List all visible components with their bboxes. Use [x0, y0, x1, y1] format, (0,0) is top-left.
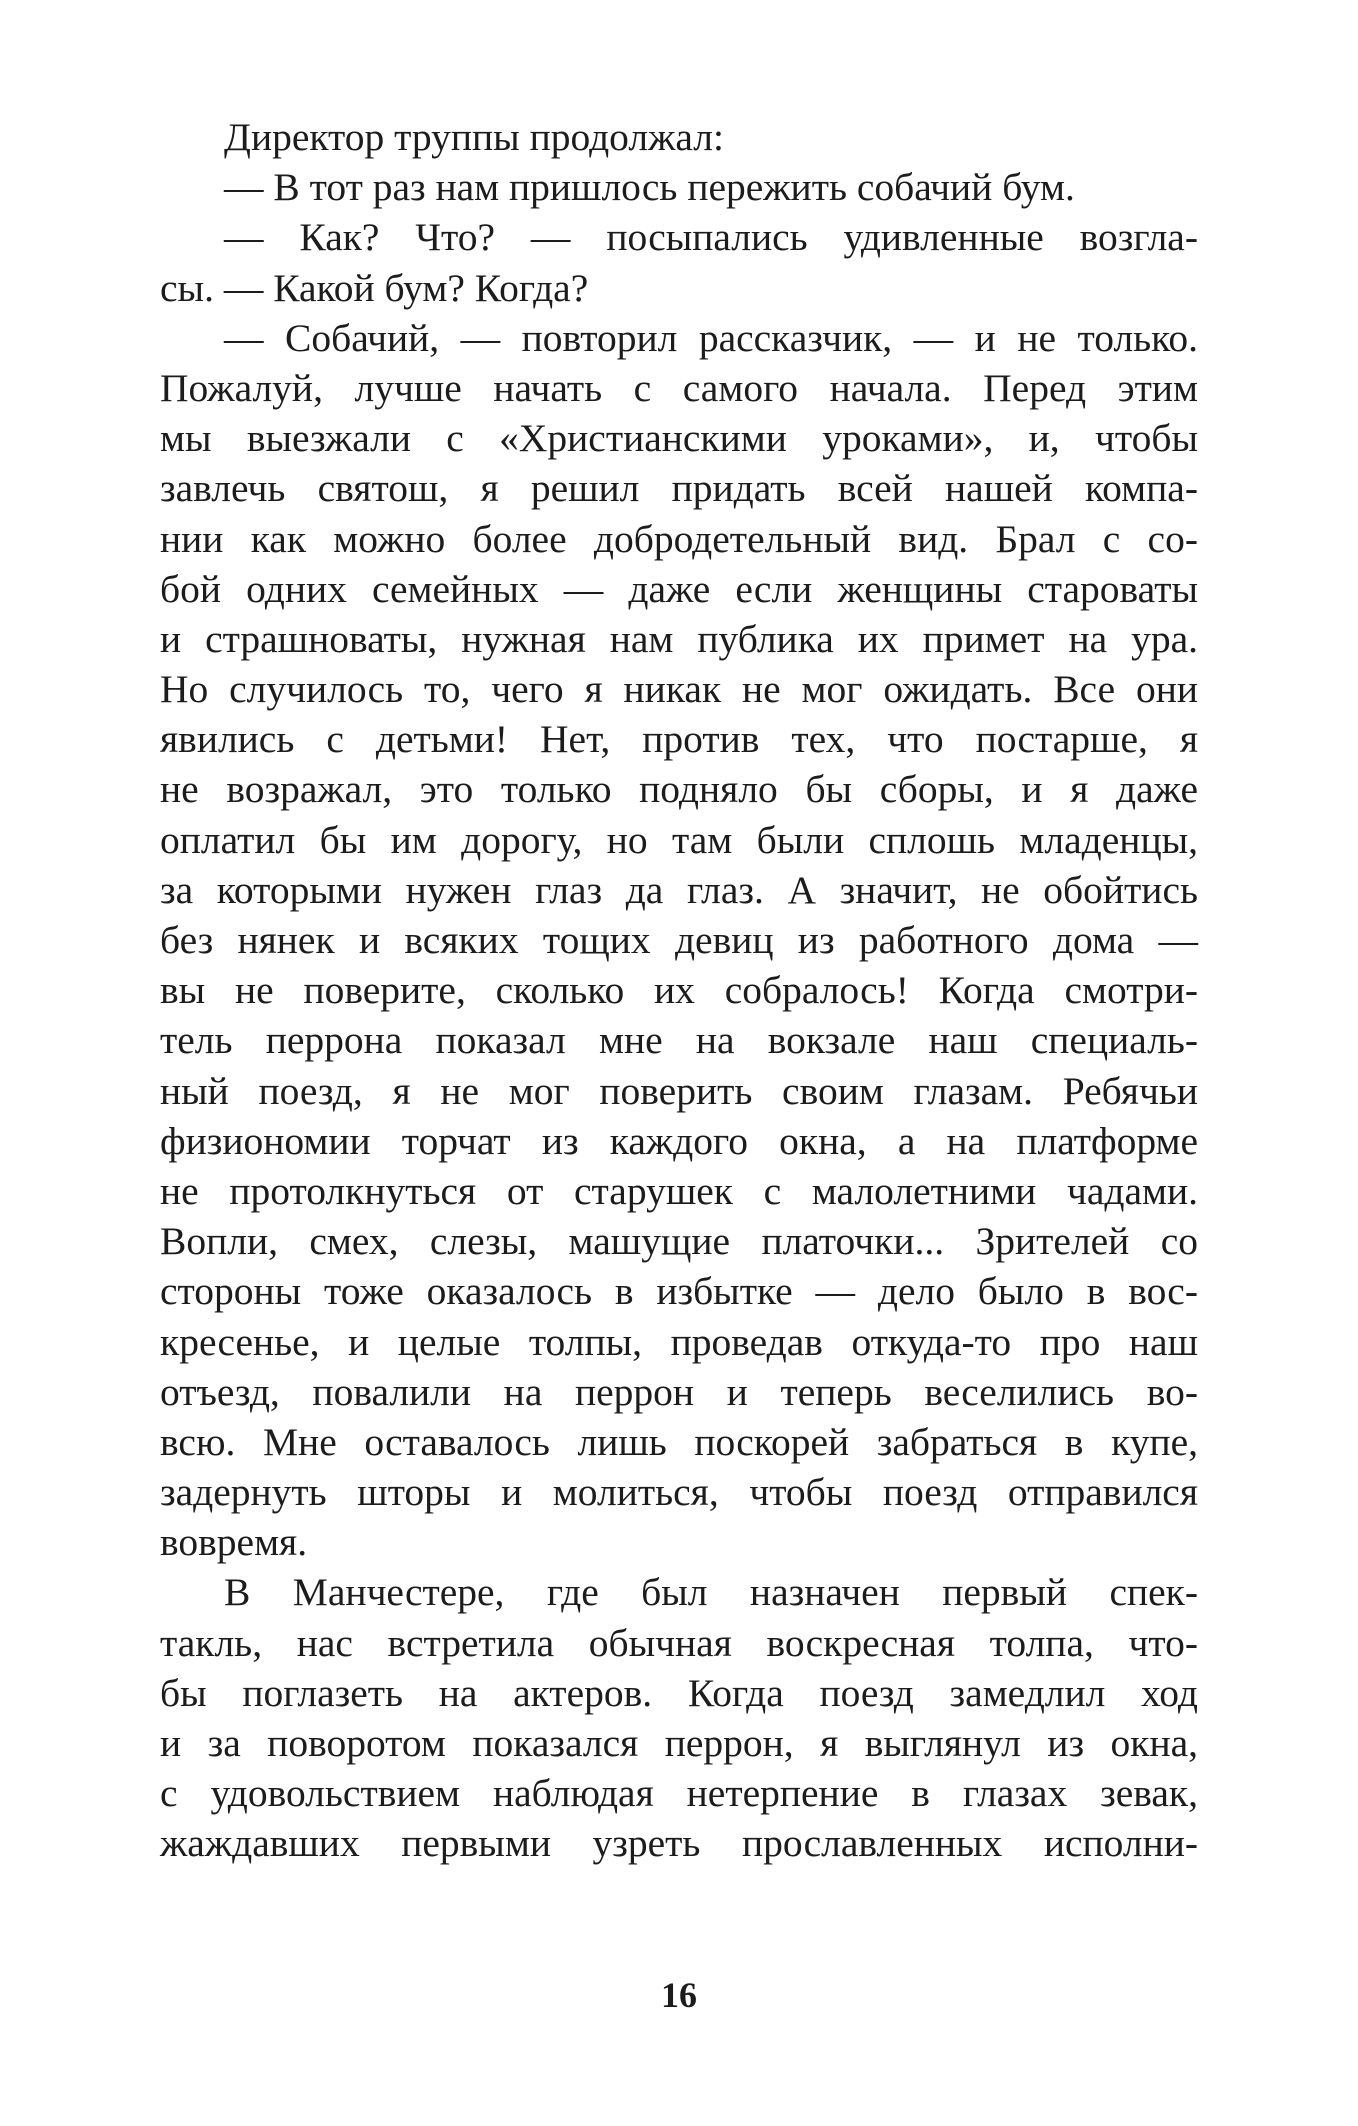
text-line: вы не поверите, сколько их собралось! Когда смотри- — [160, 968, 1198, 1013]
text-line: за которыми нужен глаз да глаз. А значит, не обойтись — [160, 867, 1198, 912]
text-line: всю. Мне оставалось лишь поскорей забраться в купе, — [160, 1419, 1198, 1464]
text-line: задернуть шторы и молиться, чтобы поезд отправился — [160, 1470, 1198, 1515]
text-line: такль, нас встретила обычная воскресная толпа, что- — [160, 1620, 1198, 1665]
page-number: 16 — [661, 1975, 697, 2015]
text-line: В Манчестере, где был назначен первый спек- — [224, 1570, 1198, 1615]
text-line: — Собачий, — повторил рассказчик, — и не только. — [224, 315, 1198, 360]
text-line: Вопли, смех, слезы, машущие платочки... Зрителей со — [160, 1219, 1198, 1264]
text-line: кресенье, и целые толпы, проведав откуда-то про наш — [160, 1319, 1198, 1364]
text-line: с удовольствием наблюдая нетерпение в глазах зевак, — [160, 1771, 1198, 1816]
text-line: физиономии торчат из каждого окна, а на платформе — [160, 1118, 1198, 1163]
text-line: не возражал, это только подняло бы сборы, и я даже — [160, 767, 1198, 812]
text-line: Пожалуй, лучше начать с самого начала. Перед этим — [160, 365, 1198, 410]
text-line: вовремя. — [160, 1520, 308, 1565]
text-line: оплатил бы им дорогу, но там были сплошь младенцы, — [160, 817, 1198, 862]
text-line: сы. — Какой бум? Когда? — [160, 265, 589, 310]
text-line: бой одних семейных — даже если женщины староваты — [160, 566, 1198, 611]
text-line: мы выезжали с «Христианскими уроками», и, чтобы — [160, 416, 1198, 461]
text-line: бы поглазеть на актеров. Когда поезд замедлил ход — [160, 1670, 1198, 1715]
text-line: — Как? Что? — посыпались удивленные возгла- — [224, 215, 1198, 260]
text-line: ный поезд, я не мог поверить своим глазам. Ребячьи — [160, 1068, 1198, 1113]
text-line: явились с детьми! Нет, против тех, что постарше, я — [160, 717, 1198, 762]
text-line: отъезд, повалили на перрон и теперь веселились во- — [160, 1369, 1198, 1414]
text-line: тель перрона показал мне на вокзале наш специаль- — [160, 1018, 1198, 1063]
text-line: и страшноваты, нужная нам публика их примет на ура. — [160, 616, 1198, 661]
text-line: завлечь святош, я решил придать всей нашей компа- — [160, 466, 1198, 511]
text-line: Но случилось то, чего я никак не мог ожидать. Все они — [160, 667, 1198, 712]
text-line: без нянек и всяких тощих девиц из работного дома — — [160, 918, 1198, 962]
text-line: Директор труппы продолжал: — [224, 115, 724, 159]
text-line: — В тот раз нам пришлось пережить собачий бум. — [224, 165, 1075, 210]
body-text — [160, 112, 1198, 1869]
text-line: нии как можно более добродетельный вид. Брал с со- — [160, 516, 1198, 561]
text-line: стороны тоже оказалось в избытке — дело было в вос- — [160, 1269, 1198, 1314]
text-line: жаждавших первыми узреть прославленных исполни- — [160, 1821, 1198, 1866]
text-line: не протолкнуться от старушек с малолетними чадами. — [160, 1168, 1198, 1213]
text-line: и за поворотом показался перрон, я выглянул из окна, — [160, 1721, 1198, 1765]
